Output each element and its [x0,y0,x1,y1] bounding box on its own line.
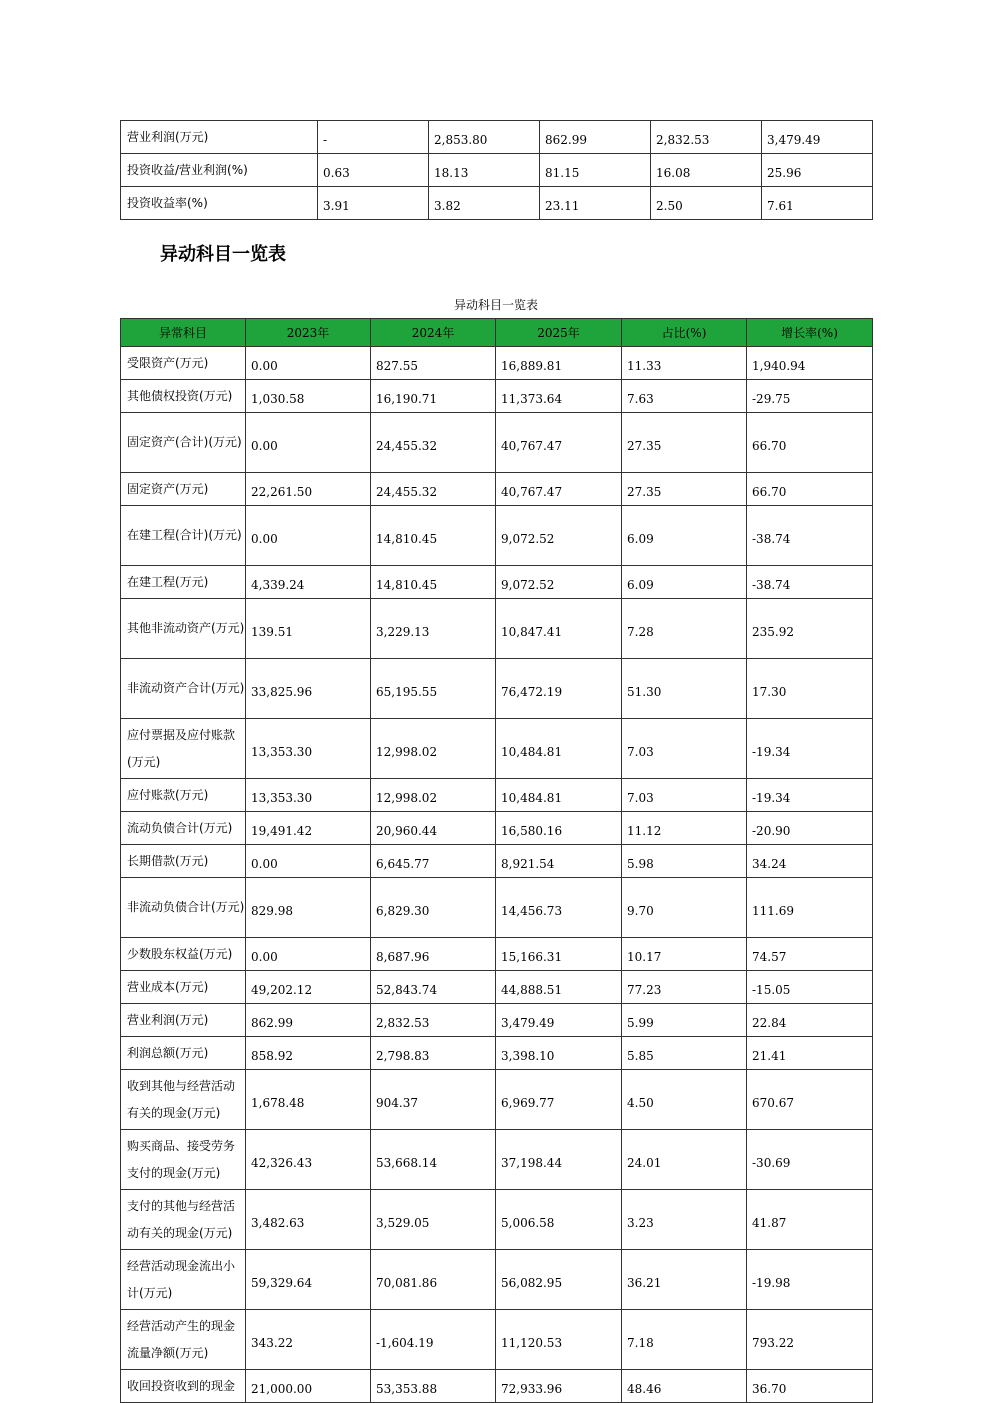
table-row [121,878,873,938]
table-row [121,347,873,380]
row-label: 应付票据及应付账款(万元) [121,719,246,779]
table-row [121,413,873,473]
value-cell: 793.22 [747,1310,873,1370]
value-cell: 14,810.45 [371,566,496,599]
value-cell: 6,829.30 [371,878,496,938]
table-row [121,845,873,878]
row-label: 应付账款(万元) [121,779,246,812]
row-label: 营业利润(万元) [121,121,318,154]
value-cell: 40,767.47 [496,413,622,473]
value-cell: 51.30 [622,659,747,719]
value-cell: 1,030.58 [246,380,371,413]
value-cell: 1,678.48 [246,1070,371,1130]
anomaly-accounts-table [120,318,873,1403]
value-cell: 7.28 [622,599,747,659]
value-cell: 10.17 [622,938,747,971]
value-cell: 40,767.47 [496,473,622,506]
value-cell: 33,825.96 [246,659,371,719]
value-cell: 37,198.44 [496,1130,622,1190]
value-cell: 7.18 [622,1310,747,1370]
value-cell: 235.92 [747,599,873,659]
value-cell: 2,832.53 [651,121,762,154]
value-cell: 2,832.53 [371,1004,496,1037]
value-cell: 52,843.74 [371,971,496,1004]
value-cell: 21.41 [747,1037,873,1070]
value-cell: 74.57 [747,938,873,971]
table-row [121,506,873,566]
value-cell: 0.00 [246,413,371,473]
table-row [121,779,873,812]
table-row [121,719,873,779]
row-label: 收到其他与经营活动有关的现金(万元) [121,1070,246,1130]
value-cell: 9,072.52 [496,506,622,566]
row-label: 长期借款(万元) [121,845,246,878]
value-cell: 0.00 [246,845,371,878]
value-cell: 4.50 [622,1070,747,1130]
value-cell: 42,326.43 [246,1130,371,1190]
value-cell: -1,604.19 [371,1310,496,1370]
row-label: 其他非流动资产(万元) [121,599,246,659]
value-cell: 18.13 [429,154,540,187]
value-cell: 670.67 [747,1070,873,1130]
value-cell: 66.70 [747,413,873,473]
value-cell: 17.30 [747,659,873,719]
summary-table [120,120,873,220]
value-cell: 343.22 [246,1310,371,1370]
value-cell: 862.99 [540,121,651,154]
value-cell: 1,940.94 [747,347,873,380]
value-cell: 10,847.41 [496,599,622,659]
table-row [121,187,873,220]
table-row [121,599,873,659]
table-row [121,1250,873,1310]
section-heading: 异动科目一览表 [160,244,286,265]
value-cell: 6.09 [622,566,747,599]
value-cell: 0.63 [318,154,429,187]
value-cell: 16.08 [651,154,762,187]
value-cell: 3,482.63 [246,1190,371,1250]
value-cell: 48.46 [622,1370,747,1403]
value-cell: 7.03 [622,779,747,812]
value-cell: 862.99 [246,1004,371,1037]
value-cell: 24.01 [622,1130,747,1190]
value-cell: 3.91 [318,187,429,220]
value-cell: 27.35 [622,413,747,473]
value-cell: 9,072.52 [496,566,622,599]
value-cell: 24,455.32 [371,473,496,506]
row-label: 流动负债合计(万元) [121,812,246,845]
table-row [121,812,873,845]
value-cell: 59,329.64 [246,1250,371,1310]
row-label: 营业利润(万元) [121,1004,246,1037]
value-cell: 7.03 [622,719,747,779]
value-cell: 24,455.32 [371,413,496,473]
value-cell: 44,888.51 [496,971,622,1004]
value-cell: 20,960.44 [371,812,496,845]
table-row [121,154,873,187]
value-cell: 53,668.14 [371,1130,496,1190]
value-cell: 11.33 [622,347,747,380]
value-cell: 65,195.55 [371,659,496,719]
table-header-row [121,319,873,347]
row-label: 固定资产(合计)(万元) [121,413,246,473]
row-label: 投资收益/营业利润(%) [121,154,318,187]
value-cell: 41.87 [747,1190,873,1250]
value-cell: 21,000.00 [246,1370,371,1403]
header-cell: 异常科目 [121,319,246,347]
value-cell: 81.15 [540,154,651,187]
value-cell: 72,933.96 [496,1370,622,1403]
table-row [121,938,873,971]
value-cell: -29.75 [747,380,873,413]
value-cell: -38.74 [747,506,873,566]
table-row [121,380,873,413]
value-cell: -19.98 [747,1250,873,1310]
value-cell: -38.74 [747,566,873,599]
table-row [121,1190,873,1250]
value-cell: 3,479.49 [496,1004,622,1037]
value-cell: 2,798.83 [371,1037,496,1070]
value-cell: 27.35 [622,473,747,506]
row-label: 经营活动产生的现金流量净额(万元) [121,1310,246,1370]
table-row [121,473,873,506]
value-cell: 0.00 [246,347,371,380]
row-label: 固定资产(万元) [121,473,246,506]
value-cell: 34.24 [747,845,873,878]
value-cell: 6,645.77 [371,845,496,878]
value-cell: 3,229.13 [371,599,496,659]
value-cell: 66.70 [747,473,873,506]
header-cell: 2024年 [371,319,496,347]
value-cell: 22.84 [747,1004,873,1037]
value-cell: 5.85 [622,1037,747,1070]
value-cell: 829.98 [246,878,371,938]
value-cell: 11,120.53 [496,1310,622,1370]
value-cell: 3,479.49 [762,121,873,154]
value-cell: 11,373.64 [496,380,622,413]
row-label: 非流动负债合计(万元) [121,878,246,938]
value-cell: 3.82 [429,187,540,220]
table-row [121,1004,873,1037]
table-caption: 异动科目一览表 [453,298,538,312]
row-label: 在建工程(合计)(万元) [121,506,246,566]
value-cell: 4,339.24 [246,566,371,599]
value-cell: 904.37 [371,1070,496,1130]
value-cell: 14,456.73 [496,878,622,938]
value-cell: 9.70 [622,878,747,938]
table-row [121,659,873,719]
value-cell: 36.70 [747,1370,873,1403]
table-row [121,1070,873,1130]
row-label: 投资收益率(%) [121,187,318,220]
table-row [121,121,873,154]
value-cell: 6.09 [622,506,747,566]
value-cell: 53,353.88 [371,1370,496,1403]
value-cell: 111.69 [747,878,873,938]
row-label: 在建工程(万元) [121,566,246,599]
row-label: 购买商品、接受劳务支付的现金(万元) [121,1130,246,1190]
header-cell: 占比(%) [622,319,747,347]
table-row [121,566,873,599]
value-cell: 858.92 [246,1037,371,1070]
table-row [121,1370,873,1403]
value-cell: 11.12 [622,812,747,845]
value-cell: 5,006.58 [496,1190,622,1250]
value-cell: 3,529.05 [371,1190,496,1250]
value-cell: 0.00 [246,506,371,566]
table-row [121,1037,873,1070]
value-cell: 13,353.30 [246,779,371,812]
value-cell: -30.69 [747,1130,873,1190]
value-cell: 12,998.02 [371,719,496,779]
value-cell: 23.11 [540,187,651,220]
row-label: 营业成本(万元) [121,971,246,1004]
header-cell: 2025年 [496,319,622,347]
value-cell: 827.55 [371,347,496,380]
row-label: 受限资产(万元) [121,347,246,380]
row-label: 经营活动现金流出小计(万元) [121,1250,246,1310]
value-cell: 10,484.81 [496,779,622,812]
value-cell: 139.51 [246,599,371,659]
row-label: 非流动资产合计(万元) [121,659,246,719]
value-cell: 2,853.80 [429,121,540,154]
row-label: 少数股东权益(万元) [121,938,246,971]
value-cell: -15.05 [747,971,873,1004]
row-label: 支付的其他与经营活动有关的现金(万元) [121,1190,246,1250]
row-label: 利润总额(万元) [121,1037,246,1070]
value-cell: 10,484.81 [496,719,622,779]
table-row [121,1130,873,1190]
value-cell: 5.99 [622,1004,747,1037]
value-cell: 8,687.96 [371,938,496,971]
value-cell: 16,889.81 [496,347,622,380]
value-cell: 13,353.30 [246,719,371,779]
value-cell: 2.50 [651,187,762,220]
value-cell: 16,580.16 [496,812,622,845]
value-cell: 7.61 [762,187,873,220]
value-cell: 3.23 [622,1190,747,1250]
value-cell: 36.21 [622,1250,747,1310]
value-cell: 19,491.42 [246,812,371,845]
header-cell: 增长率(%) [747,319,873,347]
value-cell: 6,969.77 [496,1070,622,1130]
value-cell: - [318,121,429,154]
value-cell: 8,921.54 [496,845,622,878]
value-cell: 56,082.95 [496,1250,622,1310]
value-cell: -19.34 [747,779,873,812]
value-cell: 25.96 [762,154,873,187]
table-row [121,1310,873,1370]
value-cell: 70,081.86 [371,1250,496,1310]
value-cell: 16,190.71 [371,380,496,413]
row-label: 收回投资收到的现金 [121,1370,246,1403]
value-cell: 77.23 [622,971,747,1004]
value-cell: 76,472.19 [496,659,622,719]
value-cell: 0.00 [246,938,371,971]
value-cell: 22,261.50 [246,473,371,506]
value-cell: -20.90 [747,812,873,845]
value-cell: 14,810.45 [371,506,496,566]
table-row [121,971,873,1004]
value-cell: 15,166.31 [496,938,622,971]
value-cell: 3,398.10 [496,1037,622,1070]
value-cell: 12,998.02 [371,779,496,812]
value-cell: -19.34 [747,719,873,779]
value-cell: 5.98 [622,845,747,878]
row-label: 其他债权投资(万元) [121,380,246,413]
header-cell: 2023年 [246,319,371,347]
value-cell: 7.63 [622,380,747,413]
value-cell: 49,202.12 [246,971,371,1004]
